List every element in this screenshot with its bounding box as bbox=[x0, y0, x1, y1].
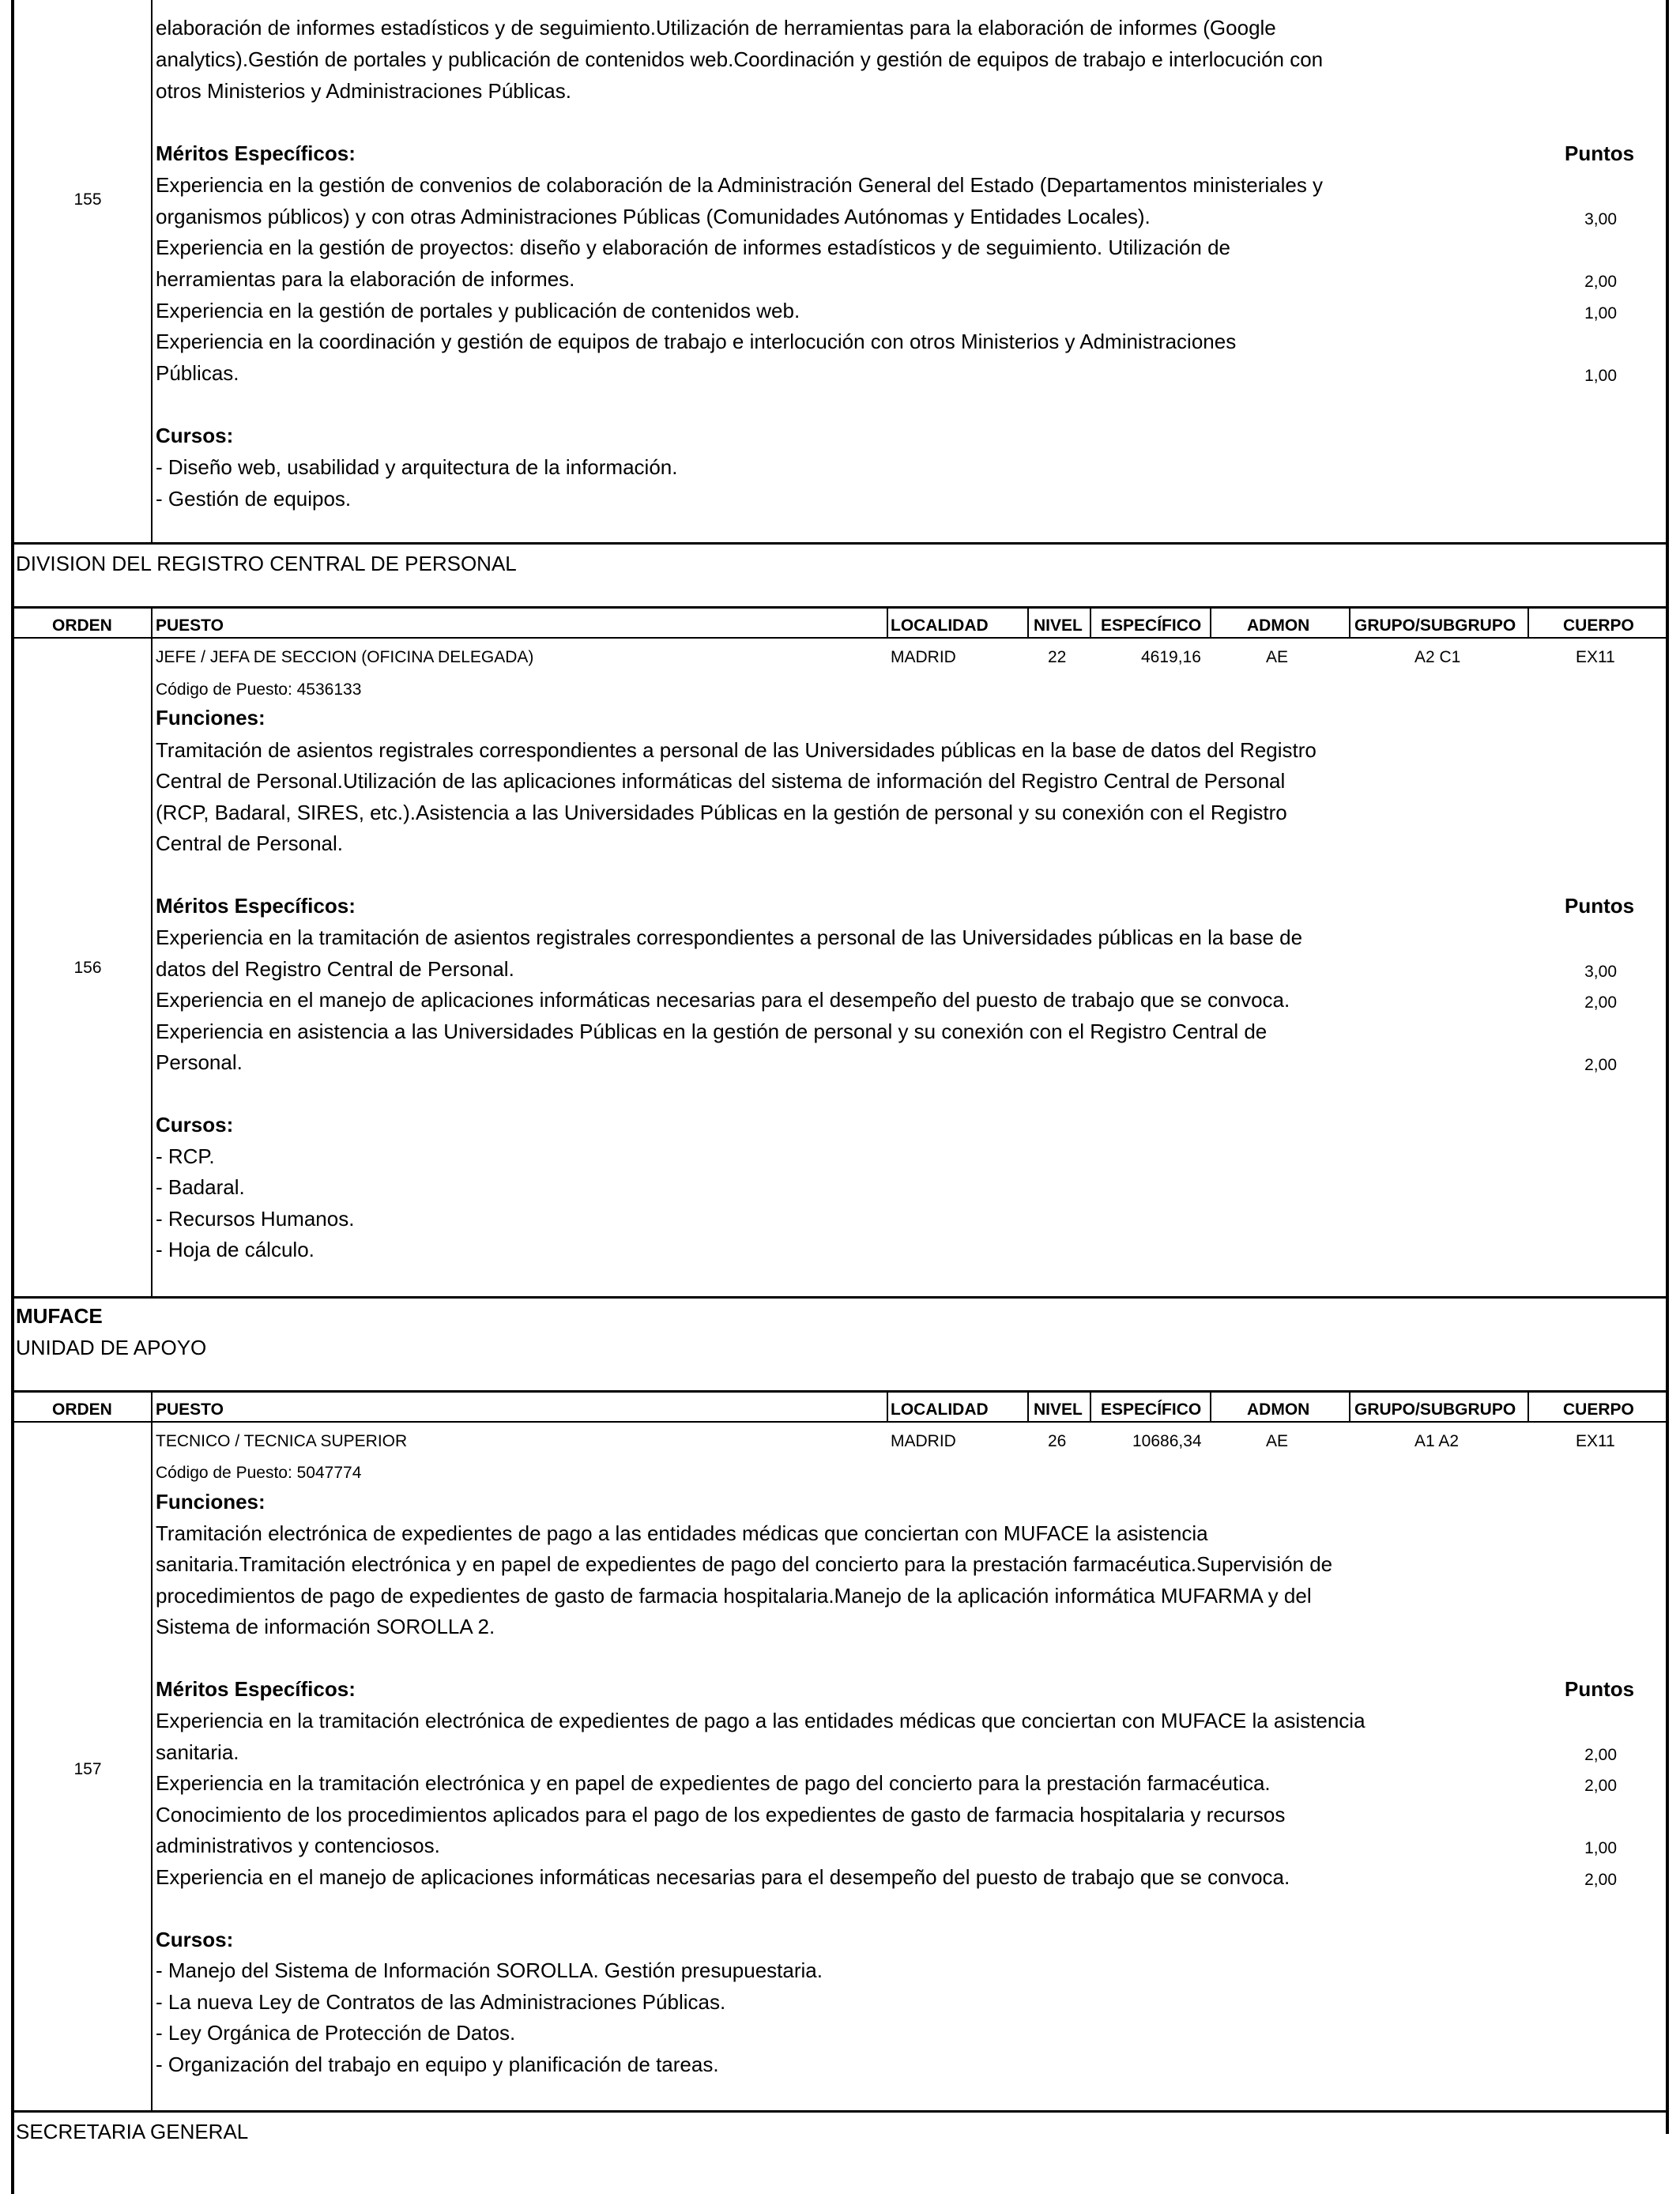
col-divider bbox=[1090, 606, 1091, 639]
curso-item: - Gestión de equipos. bbox=[156, 487, 352, 511]
codigo-puesto: Código de Puesto: 4536133 bbox=[156, 680, 362, 699]
col-divider bbox=[1210, 1390, 1211, 1423]
func-line: otros Ministerios y Administraciones Públicas. bbox=[156, 79, 571, 103]
merito-points: 2,00 bbox=[1584, 1777, 1617, 1795]
col-header-localidad: LOCALIDAD bbox=[891, 616, 989, 635]
func-line: Sistema de información SOROLLA 2. bbox=[156, 1615, 495, 1638]
section-title: DIVISION DEL REGISTRO CENTRAL DE PERSONAL bbox=[16, 552, 517, 575]
col-divider bbox=[1210, 606, 1211, 639]
puntos-title: Puntos bbox=[1565, 1677, 1635, 1701]
merito-line: sanitaria. bbox=[156, 1740, 239, 1764]
merito-points: 1,00 bbox=[1584, 1839, 1617, 1857]
section-title: MUFACE bbox=[16, 1304, 103, 1328]
merito-points: 2,00 bbox=[1584, 993, 1617, 1012]
col-divider bbox=[151, 606, 153, 639]
merito-line: Experiencia en el manejo de aplicaciones informáticas necesarias para el desempeño del puesto de trabajo que se convoca. bbox=[156, 1865, 1290, 1889]
merito-points: 1,00 bbox=[1584, 367, 1617, 385]
merito-line: Experiencia en la gestión de convenios de colaboración de la Administración General del Estado (Departamentos ministeriales y bbox=[156, 173, 1324, 197]
col-header-especifico: ESPECÍFICO bbox=[1101, 616, 1202, 635]
merito-line: datos del Registro Central de Personal. bbox=[156, 957, 514, 981]
curso-item: - Recursos Humanos. bbox=[156, 1207, 355, 1231]
merito-points: 2,00 bbox=[1584, 1871, 1617, 1889]
puntos-title: Puntos bbox=[1565, 141, 1635, 165]
merito-line: organismos públicos) y con otras Administraciones Públicas (Comunidades Autónomas y Entidades Locales). bbox=[156, 205, 1151, 228]
orden-divider bbox=[151, 0, 153, 542]
left-border bbox=[11, 0, 14, 2194]
col-header-grupo: GRUPO/SUBGRUPO bbox=[1354, 616, 1516, 635]
curso-item: - Manejo del Sistema de Información SOROLLA. Gestión presupuestaria. bbox=[156, 1958, 823, 1982]
funciones-title: Funciones: bbox=[156, 1490, 266, 1514]
localidad-value: MADRID bbox=[891, 648, 956, 666]
col-header-orden: ORDEN bbox=[52, 616, 112, 635]
col-header-localidad: LOCALIDAD bbox=[891, 1400, 989, 1419]
func-line: procedimientos de pago de expedientes de gasto de farmacia hospitalaria.Manejo de la aplicación informática MUFARMA y del bbox=[156, 1584, 1312, 1608]
meritos-title: Méritos Específicos: bbox=[156, 141, 356, 165]
func-line: Central de Personal.Utilización de las aplicaciones informáticas del sistema de información del Registro Central de Personal bbox=[156, 769, 1286, 793]
col-header-orden: ORDEN bbox=[52, 1400, 112, 1419]
cuerpo-value: EX11 bbox=[1576, 1432, 1615, 1450]
merito-line: Experiencia en la tramitación electrónica y en papel de expedientes de pago del concierto para la prestación farmacéutica. bbox=[156, 1771, 1271, 1795]
merito-line: Experiencia en la tramitación de asientos registrales correspondientes a personal de las Universidades públicas en la base de bbox=[156, 925, 1303, 949]
row-divider bbox=[11, 606, 1669, 609]
curso-item: - La nueva Ley de Contratos de las Administraciones Públicas. bbox=[156, 1990, 726, 2014]
merito-line: Experiencia en la gestión de proyectos: diseño y elaboración de informes estadísticos y de seguimiento. Utilización de bbox=[156, 236, 1230, 259]
merito-line: Personal. bbox=[156, 1050, 243, 1074]
func-line: elaboración de informes estadísticos y de seguimiento.Utilización de herramientas para la elaboración de informes (Google bbox=[156, 16, 1276, 40]
col-divider bbox=[1090, 1390, 1091, 1423]
merito-line: herramientas para la elaboración de informes. bbox=[156, 267, 575, 291]
codigo-puesto: Código de Puesto: 5047774 bbox=[156, 1464, 362, 1482]
merito-line: Experiencia en el manejo de aplicaciones informáticas necesarias para el desempeño del puesto de trabajo que se convoca. bbox=[156, 988, 1290, 1012]
col-divider bbox=[1349, 606, 1350, 639]
curso-item: - Badaral. bbox=[156, 1175, 245, 1199]
order-number: 156 bbox=[73, 959, 102, 977]
merito-line: Conocimiento de los procedimientos aplicados para el pago de los expedientes de gasto de farmacia hospitalaria y recursos bbox=[156, 1803, 1286, 1826]
merito-points: 2,00 bbox=[1584, 1746, 1617, 1764]
nivel-value: 26 bbox=[1048, 1432, 1067, 1450]
order-number: 157 bbox=[73, 1760, 102, 1778]
nivel-value: 22 bbox=[1048, 648, 1067, 666]
cursos-title: Cursos: bbox=[156, 424, 234, 447]
col-divider bbox=[151, 1390, 153, 1423]
col-divider bbox=[1349, 1390, 1350, 1423]
grupo-value: A1 A2 bbox=[1414, 1432, 1460, 1450]
col-header-admon: ADMON bbox=[1247, 616, 1310, 635]
row-divider bbox=[11, 637, 1669, 639]
col-divider bbox=[1527, 606, 1529, 639]
func-line: Tramitación electrónica de expedientes de pago a las entidades médicas que conciertan con MUFACE la asistencia bbox=[156, 1521, 1208, 1545]
cuerpo-value: EX11 bbox=[1576, 648, 1615, 666]
admon-value: AE bbox=[1266, 648, 1289, 666]
row-divider bbox=[11, 1390, 1669, 1393]
row-divider bbox=[11, 1421, 1669, 1423]
puesto-name: TECNICO / TECNICA SUPERIOR bbox=[156, 1432, 408, 1450]
curso-item: - Organización del trabajo en equipo y planificación de tareas. bbox=[156, 2053, 719, 2076]
merito-line: Experiencia en la gestión de portales y publicación de contenidos web. bbox=[156, 299, 800, 322]
puntos-title: Puntos bbox=[1565, 894, 1635, 918]
col-header-puesto: PUESTO bbox=[156, 616, 224, 635]
especifico-value: 10686,34 bbox=[1132, 1432, 1202, 1450]
merito-points: 1,00 bbox=[1584, 304, 1617, 322]
col-header-cuerpo: CUERPO bbox=[1563, 1400, 1634, 1419]
merito-line: Experiencia en la tramitación electrónica de expedientes de pago a las entidades médicas que conciertan con MUFACE la asistencia bbox=[156, 1709, 1365, 1732]
order-number: 155 bbox=[73, 190, 102, 209]
puesto-name: JEFE / JEFA DE SECCION (OFICINA DELEGADA) bbox=[156, 648, 534, 666]
row-divider bbox=[11, 542, 1669, 545]
grupo-value: A2 C1 bbox=[1414, 648, 1461, 666]
col-header-nivel: NIVEL bbox=[1034, 1400, 1083, 1419]
col-header-nivel: NIVEL bbox=[1034, 616, 1083, 635]
col-header-grupo: GRUPO/SUBGRUPO bbox=[1354, 1400, 1516, 1419]
admon-value: AE bbox=[1266, 1432, 1289, 1450]
col-divider bbox=[887, 606, 888, 639]
row-divider bbox=[11, 2110, 1669, 2113]
merito-line: Experiencia en la coordinación y gestión de equipos de trabajo e interlocución con otros Ministerios y Administraciones bbox=[156, 330, 1237, 353]
localidad-value: MADRID bbox=[891, 1432, 956, 1450]
cursos-title: Cursos: bbox=[156, 1928, 234, 1951]
section-subtitle: UNIDAD DE APOYO bbox=[16, 1336, 207, 1359]
col-header-cuerpo: CUERPO bbox=[1563, 616, 1634, 635]
curso-item: - Diseño web, usabilidad y arquitectura de la información. bbox=[156, 455, 678, 479]
merito-points: 3,00 bbox=[1584, 963, 1617, 981]
merito-points: 3,00 bbox=[1584, 210, 1617, 228]
col-header-puesto: PUESTO bbox=[156, 1400, 224, 1419]
func-line: Tramitación de asientos registrales correspondientes a personal de las Universidades públicas en la base de datos del Registro bbox=[156, 738, 1317, 762]
curso-item: - Hoja de cálculo. bbox=[156, 1238, 315, 1261]
col-divider bbox=[887, 1390, 888, 1423]
func-line: Central de Personal. bbox=[156, 831, 344, 855]
func-line: (RCP, Badaral, SIRES, etc.).Asistencia a las Universidades Públicas en la gestión de personal y su conexión con el Registro bbox=[156, 801, 1287, 824]
right-border bbox=[1666, 0, 1669, 2134]
merito-line: administrativos y contenciosos. bbox=[156, 1834, 440, 1857]
funciones-title: Funciones: bbox=[156, 706, 266, 729]
curso-item: - Ley Orgánica de Protección de Datos. bbox=[156, 2021, 516, 2045]
col-divider bbox=[1027, 606, 1029, 639]
func-line: analytics).Gestión de portales y publicación de contenidos web.Coordinación y gestión de equipos de trabajo e interlocución con bbox=[156, 47, 1324, 71]
merito-points: 2,00 bbox=[1584, 273, 1617, 291]
meritos-title: Méritos Específicos: bbox=[156, 1677, 356, 1701]
especifico-value: 4619,16 bbox=[1141, 648, 1201, 666]
col-divider bbox=[1527, 1390, 1529, 1423]
cursos-title: Cursos: bbox=[156, 1113, 234, 1137]
row-divider bbox=[11, 1296, 1669, 1299]
curso-item: - RCP. bbox=[156, 1144, 215, 1168]
merito-line: Públicas. bbox=[156, 361, 239, 385]
section-title: SECRETARIA GENERAL bbox=[16, 2120, 249, 2143]
col-divider bbox=[1027, 1390, 1029, 1423]
merito-line: Experiencia en asistencia a las Universidades Públicas en la gestión de personal y su conexión con el Registro Central de bbox=[156, 1020, 1268, 1043]
col-header-admon: ADMON bbox=[1247, 1400, 1310, 1419]
func-line: sanitaria.Tramitación electrónica y en papel de expedientes de pago del concierto para la prestación farmacéutica.Supervisión de bbox=[156, 1552, 1333, 1576]
col-header-especifico: ESPECÍFICO bbox=[1101, 1400, 1202, 1419]
merito-points: 2,00 bbox=[1584, 1056, 1617, 1074]
meritos-title: Méritos Específicos: bbox=[156, 894, 356, 918]
